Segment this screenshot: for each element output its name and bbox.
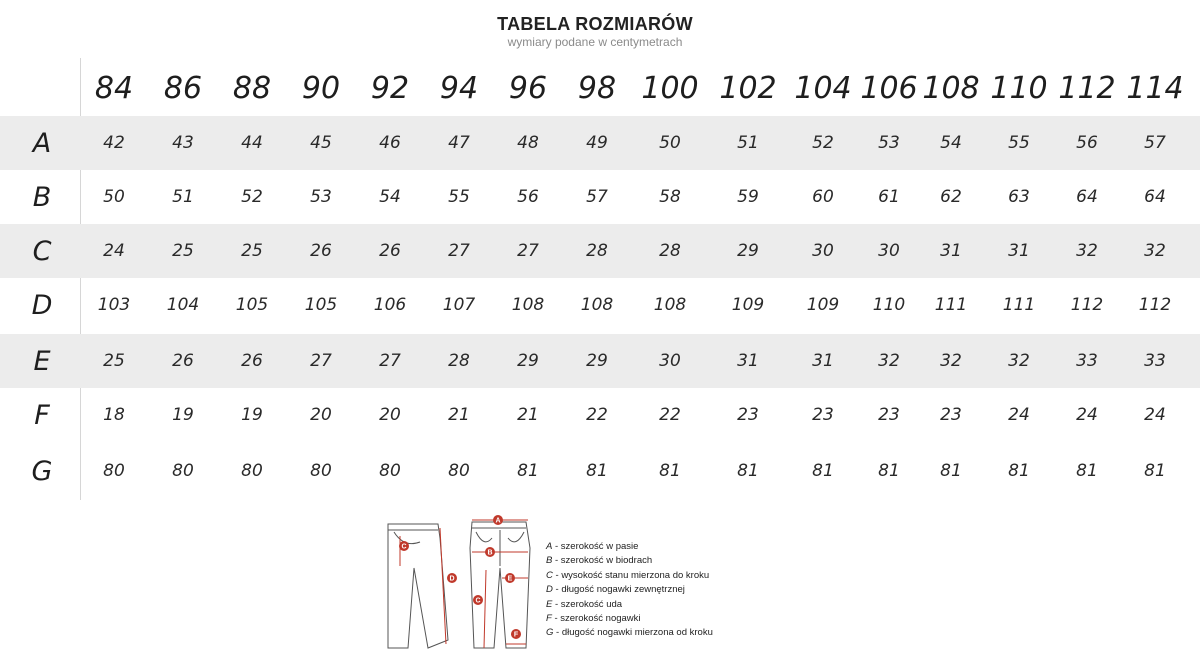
- table-cell: 27: [517, 241, 539, 261]
- table-cell: 19: [241, 405, 263, 425]
- marker-d-label: D: [449, 575, 455, 583]
- table-cell: 32: [940, 351, 962, 371]
- legend-key: F: [546, 613, 552, 625]
- table-cell: 33: [1144, 351, 1166, 371]
- row-label: B: [32, 181, 52, 213]
- table-cell: 24: [1008, 405, 1030, 425]
- size-header-90: 90: [301, 70, 341, 106]
- table-cell: 81: [659, 461, 681, 481]
- table-cell: 31: [737, 351, 759, 371]
- table-cell: 105: [235, 295, 269, 315]
- table-cell: 23: [878, 405, 900, 425]
- legend-item: [546, 626, 713, 640]
- table-row: [0, 170, 1200, 224]
- measure-line-d: [440, 528, 446, 644]
- table-cell: 56: [1076, 133, 1098, 153]
- table-cell: 52: [812, 133, 834, 153]
- table-cell: 55: [1008, 133, 1030, 153]
- legend-text: - szerokość w pasie: [552, 541, 639, 552]
- table-cell: 81: [878, 461, 900, 481]
- table-cell: 52: [241, 187, 263, 207]
- marker-e-label: E: [507, 575, 513, 583]
- table-cell: 30: [878, 241, 900, 261]
- table-cell: 31: [940, 241, 962, 261]
- marker-e: [505, 573, 515, 583]
- table-cell: 109: [731, 295, 765, 315]
- size-header-86: 86: [163, 70, 203, 106]
- table-cell: 61: [878, 187, 900, 207]
- table-cell: 24: [1076, 405, 1098, 425]
- table-cell: 81: [1008, 461, 1030, 481]
- marker-f: [511, 629, 521, 639]
- legend-text: - szerokość nogawki: [551, 613, 641, 625]
- table-cell: 64: [1076, 187, 1098, 207]
- table-cell: 81: [812, 461, 834, 481]
- table-cell: 48: [517, 133, 539, 153]
- marker-a-label: A: [495, 517, 501, 525]
- table-cell: 22: [586, 405, 608, 425]
- table-cell: 56: [517, 187, 539, 207]
- table-cell: 54: [379, 187, 401, 207]
- table-cell: 59: [737, 187, 759, 207]
- size-header-110: 110: [990, 70, 1048, 106]
- table-cell: 29: [737, 241, 759, 261]
- table-cell: 49: [586, 133, 608, 153]
- table-cell: 24: [1144, 405, 1166, 425]
- table-cell: 43: [172, 133, 194, 153]
- size-header-84: 84: [94, 70, 134, 106]
- table-cell: 44: [241, 133, 263, 153]
- table-cell: 103: [97, 295, 131, 315]
- size-header-94: 94: [439, 70, 479, 106]
- table-cell: 81: [1076, 461, 1098, 481]
- table-cell: 51: [172, 187, 194, 207]
- table-cell: 24: [103, 241, 125, 261]
- legend-item: [546, 554, 713, 568]
- table-cell: 55: [448, 187, 470, 207]
- table-cell: 42: [103, 133, 125, 153]
- table-cell: 29: [586, 351, 608, 371]
- row-label: A: [32, 127, 52, 159]
- table-cell: 28: [448, 351, 470, 371]
- marker-f-label: F: [513, 631, 519, 639]
- marker-c-side: [399, 541, 409, 551]
- table-cell: 80: [241, 461, 263, 481]
- legend-text: - długość nogawki mierzona od kroku: [553, 627, 713, 639]
- table-row: [0, 444, 1200, 498]
- table-cell: 18: [103, 405, 125, 425]
- table-cell: 26: [241, 351, 263, 371]
- size-header-98: 98: [577, 70, 617, 106]
- table-cell: 25: [241, 241, 263, 261]
- table-row: [0, 278, 1200, 332]
- page-subtitle: wymiary podane w centymetrach: [507, 35, 683, 49]
- table-cell: 58: [659, 187, 681, 207]
- size-header-106: 106: [860, 70, 918, 106]
- table-cell: 80: [448, 461, 470, 481]
- table-cell: 104: [166, 295, 200, 315]
- size-header-100: 100: [641, 70, 699, 106]
- table-cell: 80: [379, 461, 401, 481]
- size-header-104: 104: [794, 70, 852, 106]
- table-cell: 62: [940, 187, 962, 207]
- table-cell: 30: [812, 241, 834, 261]
- table-cell: 19: [172, 405, 194, 425]
- table-cell: 81: [517, 461, 539, 481]
- table-cell: 111: [934, 295, 968, 315]
- table-cell: 109: [806, 295, 840, 315]
- table-cell: 107: [442, 295, 476, 315]
- table-cell: 80: [103, 461, 125, 481]
- legend-key: A: [546, 541, 553, 552]
- trousers-diagram: [380, 508, 540, 654]
- table-cell: 81: [940, 461, 962, 481]
- table-cell: 20: [379, 405, 401, 425]
- size-header-row: [0, 60, 1200, 116]
- legend-text: - wysokość stanu mierzona do kroku: [552, 569, 710, 581]
- table-cell: 32: [1144, 241, 1166, 261]
- table-cell: 108: [511, 295, 545, 315]
- table-cell: 106: [373, 295, 407, 315]
- table-cell: 21: [448, 405, 470, 425]
- table-cell: 25: [103, 351, 125, 371]
- size-header-114: 114: [1126, 70, 1184, 106]
- legend-item: [546, 598, 713, 612]
- table-cell: 32: [1008, 351, 1030, 371]
- table-cell: 26: [379, 241, 401, 261]
- marker-a: [493, 515, 503, 525]
- table-cell: 108: [653, 295, 687, 315]
- table-cell: 30: [659, 351, 681, 371]
- table-cell: 57: [1144, 133, 1166, 153]
- table-cell: 111: [1002, 295, 1036, 315]
- table-cell: 23: [940, 405, 962, 425]
- marker-b: [485, 547, 495, 557]
- table-cell: 105: [304, 295, 338, 315]
- table-cell: 27: [310, 351, 332, 371]
- marker-b-label: B: [487, 549, 493, 557]
- size-header-88: 88: [232, 70, 272, 106]
- marker-c-front-label: C: [475, 597, 481, 605]
- table-cell: 22: [659, 405, 681, 425]
- table-cell: 50: [103, 187, 125, 207]
- table-cell: 21: [517, 405, 539, 425]
- legend-text: - szerokość w biodrach: [552, 555, 653, 567]
- table-row: [0, 116, 1200, 170]
- table-cell: 60: [812, 187, 834, 207]
- legend-key: G: [546, 627, 554, 639]
- table-cell: 110: [872, 295, 906, 315]
- size-header-112: 112: [1058, 70, 1116, 106]
- table-cell: 45: [310, 133, 332, 153]
- table-cell: 25: [172, 241, 194, 261]
- table-cell: 23: [812, 405, 834, 425]
- table-cell: 27: [379, 351, 401, 371]
- legend-item: [546, 612, 713, 626]
- legend-key: B: [546, 555, 553, 567]
- table-cell: 81: [586, 461, 608, 481]
- table-cell: 23: [737, 405, 759, 425]
- legend-key: E: [546, 598, 553, 610]
- table-cell: 112: [1070, 295, 1104, 315]
- marker-c-side-label: C: [401, 543, 407, 551]
- table-cell: 108: [580, 295, 614, 315]
- table-cell: 28: [659, 241, 681, 261]
- table-cell: 50: [659, 133, 681, 153]
- legend-key: C: [546, 569, 553, 581]
- table-cell: 51: [737, 133, 759, 153]
- table-cell: 81: [1144, 461, 1166, 481]
- size-header-102: 102: [719, 70, 777, 106]
- table-cell: 27: [448, 241, 470, 261]
- page-title: TABELA ROZMIARÓW: [497, 14, 693, 34]
- legend-text: - szerokość uda: [552, 598, 623, 610]
- table-row: [0, 224, 1200, 278]
- table-cell: 29: [517, 351, 539, 371]
- table-cell: 47: [448, 133, 470, 153]
- table-cell: 31: [1008, 241, 1030, 261]
- table-cell: 64: [1144, 187, 1166, 207]
- table-cell: 32: [878, 351, 900, 371]
- table-cell: 33: [1076, 351, 1098, 371]
- table-cell: 32: [1076, 241, 1098, 261]
- size-header-96: 96: [508, 70, 548, 106]
- table-cell: 81: [737, 461, 759, 481]
- table-cell: 53: [310, 187, 332, 207]
- table-cell: 112: [1138, 295, 1172, 315]
- table-cell: 26: [310, 241, 332, 261]
- legend-item: [546, 569, 713, 583]
- table-cell: 54: [940, 133, 962, 153]
- legend-item: [546, 583, 713, 597]
- marker-c-front: [473, 595, 483, 605]
- row-label: F: [34, 399, 50, 431]
- table-cell: 31: [812, 351, 834, 371]
- measurement-legend: [546, 540, 713, 641]
- table-cell: 63: [1008, 187, 1030, 207]
- legend-item: [546, 540, 713, 554]
- table-cell: 80: [172, 461, 194, 481]
- table-cell: 53: [878, 133, 900, 153]
- size-header-92: 92: [370, 70, 410, 106]
- size-header-108: 108: [922, 70, 980, 106]
- table-cell: 80: [310, 461, 332, 481]
- table-cell: 20: [310, 405, 332, 425]
- marker-d: [447, 573, 457, 583]
- table-row: [0, 334, 1200, 388]
- legend-key: D: [546, 584, 553, 596]
- table-cell: 28: [586, 241, 608, 261]
- legend-text: - długość nogawki zewnętrznej: [552, 584, 685, 596]
- row-label: D: [31, 289, 53, 321]
- table-row: [0, 388, 1200, 442]
- row-label: C: [32, 235, 52, 267]
- row-label: G: [31, 455, 53, 487]
- table-cell: 46: [379, 133, 401, 153]
- measure-line-g: [484, 570, 486, 648]
- table-cell: 26: [172, 351, 194, 371]
- table-cell: 57: [586, 187, 608, 207]
- row-label: E: [33, 345, 51, 377]
